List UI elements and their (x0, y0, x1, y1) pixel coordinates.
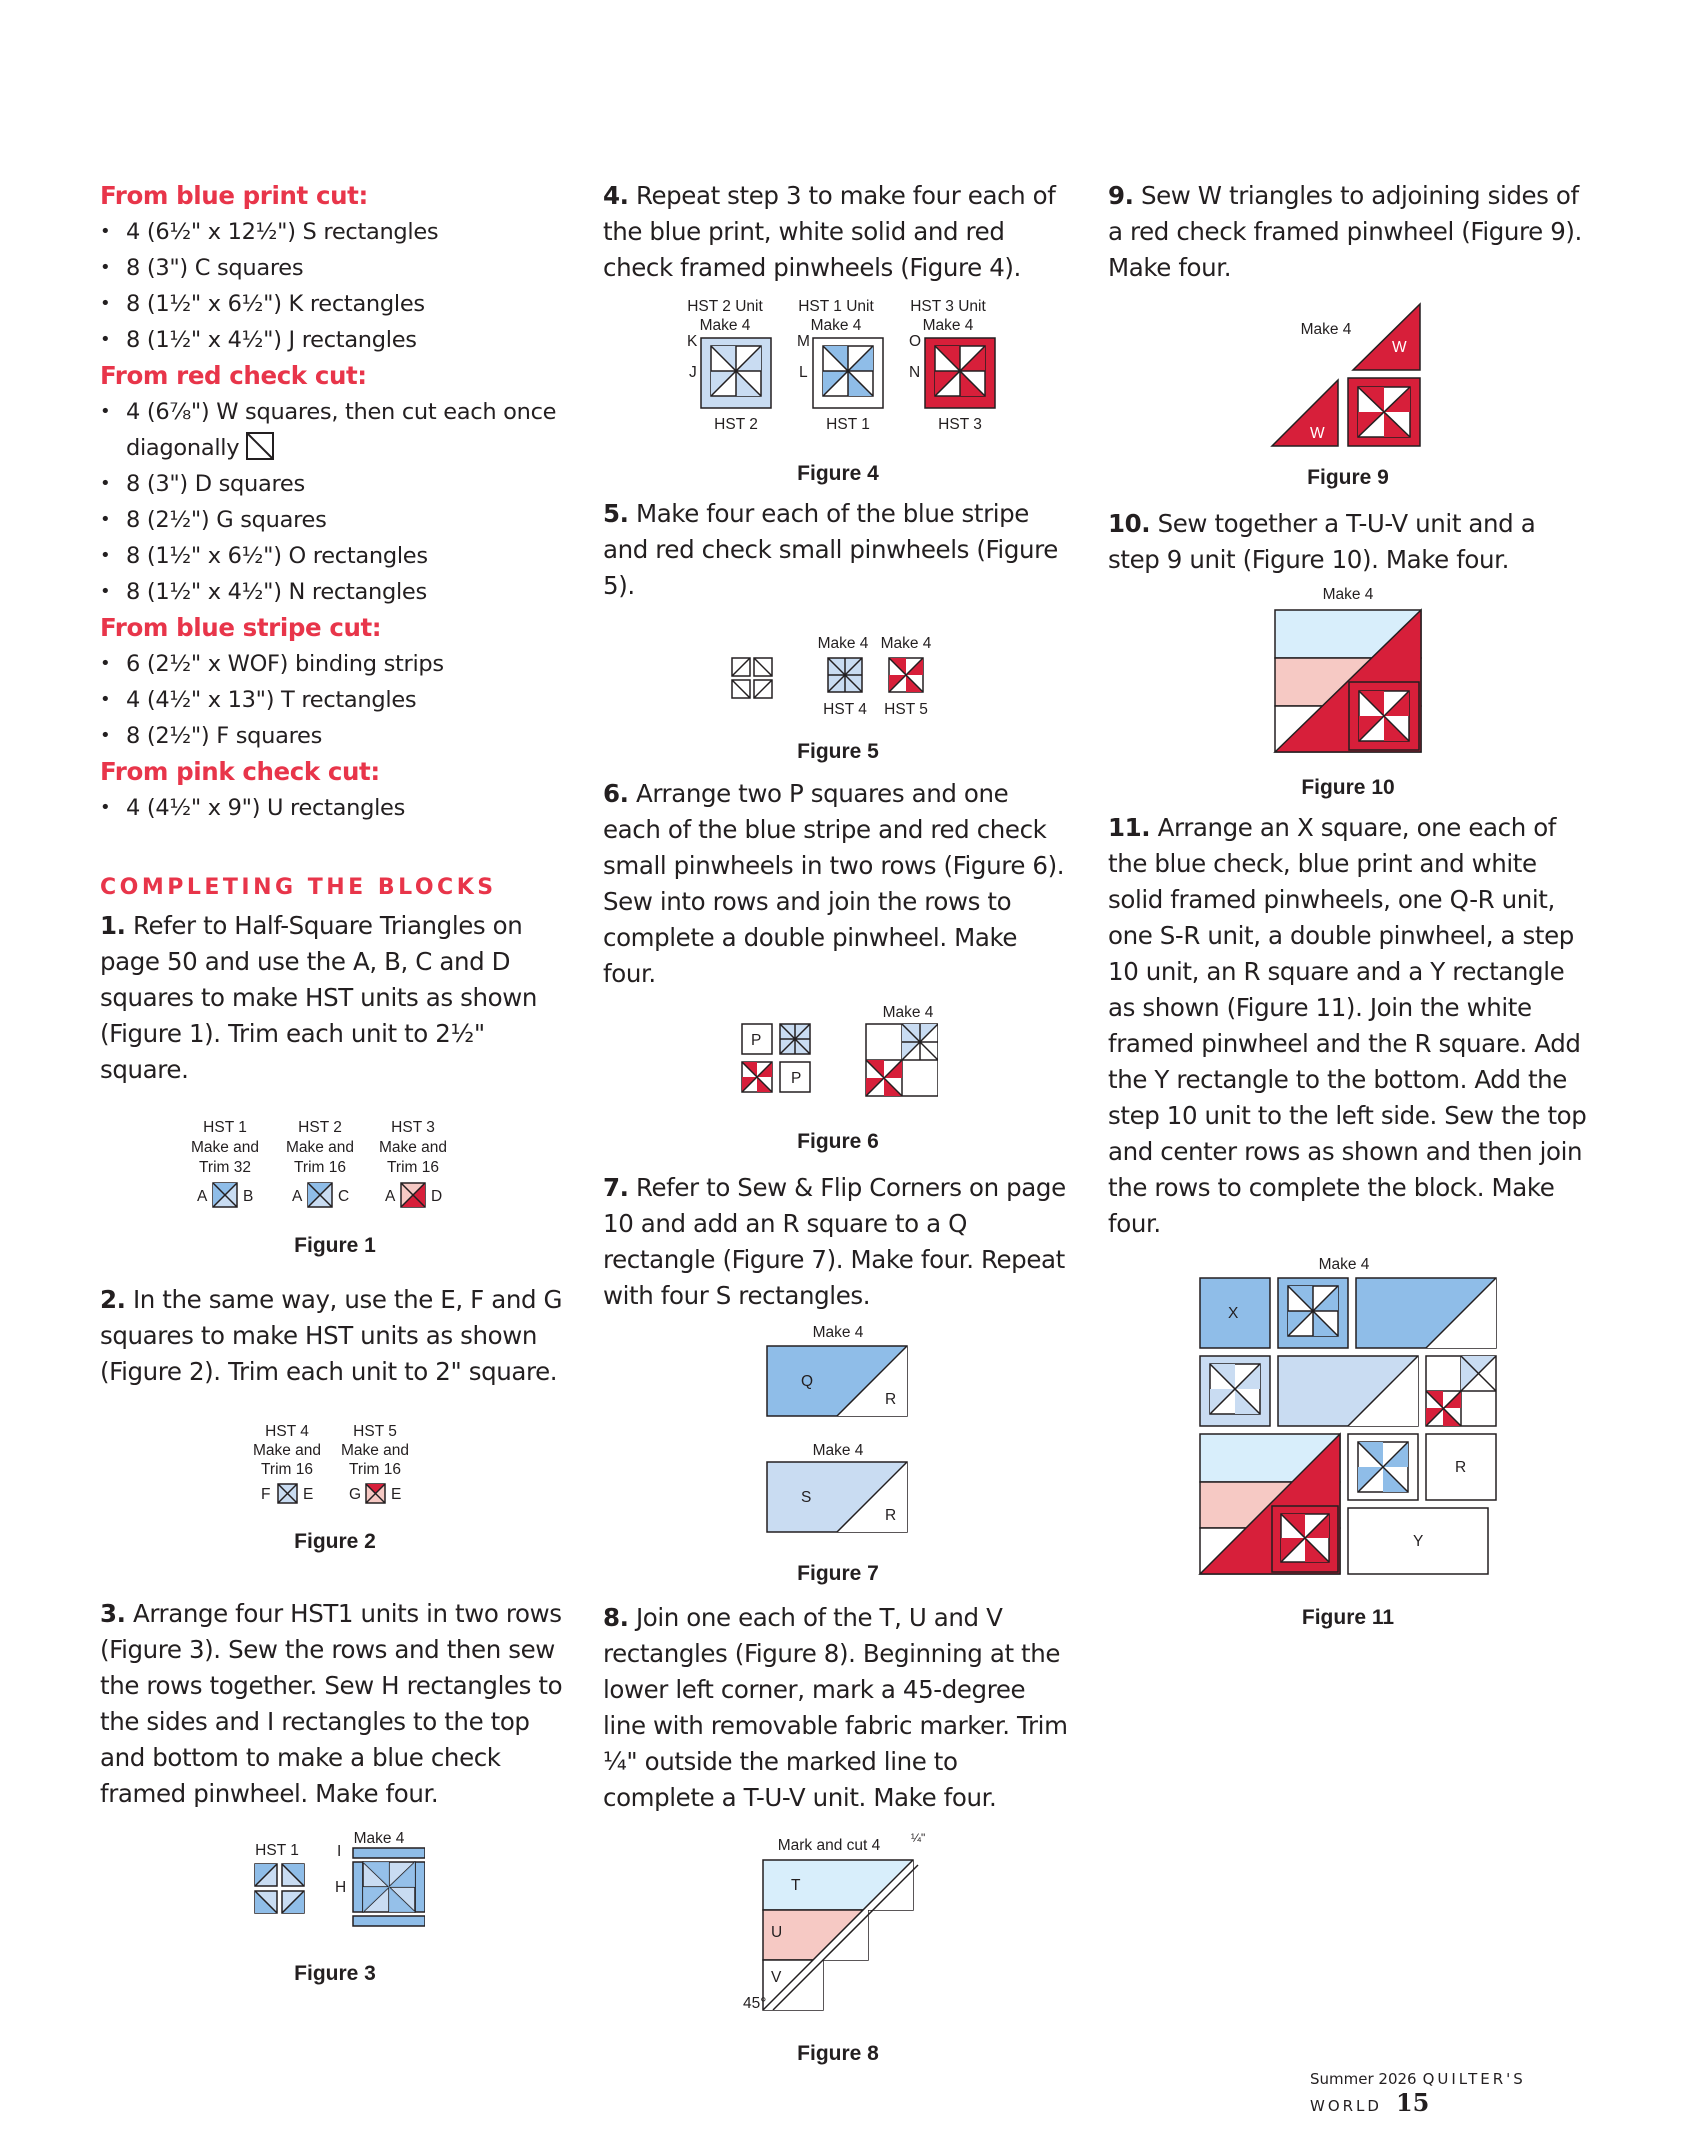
figure-6-caption: Figure 6 (797, 1130, 879, 1153)
label: HST 3 (391, 1119, 435, 1136)
figure-7-diagram (763, 1324, 913, 1534)
footer-magazine: QUILTER'S WORLD (1310, 2070, 1526, 2115)
figure-2 (245, 1420, 425, 1512)
label: I (337, 1843, 342, 1860)
label: Make 4 (699, 317, 751, 334)
label: Mark and cut 4 (777, 1837, 881, 1854)
label: C (338, 1188, 350, 1205)
figure-11-diagram (1198, 1254, 1498, 1584)
step-number: 10. (1108, 509, 1151, 538)
label: Make 4 (353, 1832, 405, 1847)
label: Make 4 (882, 1004, 934, 1021)
w-triangle (1353, 304, 1420, 370)
label: Make 4 (812, 1442, 864, 1459)
figure-4-caption: Figure 4 (797, 462, 879, 485)
label: F (261, 1486, 271, 1503)
label: U (771, 1924, 783, 1941)
label: O (909, 333, 922, 350)
step-3 (100, 1596, 570, 1812)
figure-8 (743, 1822, 933, 2012)
section-title: COMPLETING THE BLOCKS (100, 875, 497, 900)
hst-unit (213, 1183, 237, 1207)
label: W (1310, 425, 1325, 442)
framed-pinwheel (1200, 1356, 1270, 1426)
label: Make 4 (880, 635, 932, 652)
label: H (335, 1879, 347, 1896)
figure-4-diagram (673, 296, 1003, 436)
figure-2-diagram (245, 1420, 425, 1512)
small-pinwheel (889, 658, 923, 692)
step-number: 4. (603, 181, 629, 210)
list-item: • 8 (1½" x 4½") N rectangles (100, 574, 570, 610)
label: R (885, 1391, 897, 1408)
figure-10 (1273, 586, 1423, 756)
framed-pinwheel (1278, 1278, 1348, 1348)
step-text: Make four each of the blue stripe and red check small pinwheels (Figure 5). (603, 499, 1058, 600)
t-u-v-unit (763, 1860, 918, 2010)
page-number: 15 (1395, 2088, 1430, 2117)
label: Make 4 (1300, 321, 1352, 338)
label: R (1455, 1459, 1467, 1476)
step-number: 2. (100, 1285, 126, 1314)
hst-unit (278, 1484, 297, 1503)
double-pinwheel (1426, 1356, 1496, 1426)
label: T (791, 1877, 801, 1894)
hst-unit (255, 1891, 277, 1913)
label: Make 4 (810, 317, 862, 334)
figure-11-caption: Figure 11 (1301, 1606, 1395, 1629)
label: HST 4 (823, 701, 867, 718)
label: P (791, 1070, 802, 1087)
figure-4 (673, 296, 1003, 436)
label: Y (1413, 1533, 1424, 1550)
label: HST 2 Unit (687, 298, 763, 315)
figure-2-caption: Figure 2 (294, 1530, 376, 1553)
framed-pinwheel (353, 1848, 425, 1926)
label: A (292, 1188, 303, 1205)
figure-7-caption: Figure 7 (797, 1562, 879, 1585)
figure-9 (1268, 296, 1428, 456)
step-text: Sew together a T-U-V unit and a step 9 unit (Figure 10). Make four. (1108, 509, 1536, 574)
label: HST 1 (255, 1842, 299, 1859)
label: K (687, 333, 698, 350)
step-number: 11. (1108, 813, 1151, 842)
list-item-text: 4 (6⅞") W squares, then cut each once diagonally (126, 399, 557, 461)
label: L (799, 364, 808, 381)
step-1 (100, 908, 570, 1088)
figure-5-diagram (728, 634, 948, 718)
label: HST 1 (203, 1119, 247, 1136)
blue-print-list (100, 214, 570, 358)
label: W (1392, 339, 1407, 356)
hst-unit (366, 1484, 385, 1503)
blue-print-heading: From blue print cut: (100, 181, 368, 210)
step-text: Refer to Sew & Flip Corners on page 10 and add an R square to a Q rectangle (Figure 7). Make four. Repeat with four S rectangles. (603, 1173, 1066, 1310)
list-item: • 8 (2½") G squares (100, 502, 570, 538)
label: V (771, 1969, 782, 1986)
step-number: 5. (603, 499, 629, 528)
label: A (197, 1188, 208, 1205)
label: Make and (340, 1442, 410, 1459)
list-item: • 4 (4½" x 13") T rectangles (100, 682, 570, 718)
label: Trim 32 (199, 1159, 251, 1176)
framed-pinwheel (701, 338, 771, 408)
step-10-unit (1275, 610, 1421, 752)
blue-stripe-list (100, 646, 570, 754)
step-text: Join one each of the T, U and V rectangles (Figure 8). Beginning at the lower left corner, mark a 45-degree line with removable fabric marker. Trim ¼" outside the marked line to complete a T-U-V unit. Make four. (603, 1603, 1068, 1812)
label: N (909, 364, 921, 381)
label: S (801, 1489, 812, 1506)
hst-unit (282, 1891, 304, 1913)
label: HST 3 (938, 416, 982, 433)
figure-8-diagram (743, 1822, 933, 2012)
small-pinwheel (742, 1062, 772, 1092)
label: P (751, 1032, 762, 1049)
label: Trim 16 (294, 1159, 346, 1176)
hst-unit (282, 1864, 304, 1886)
list-item: • 4 (6½" x 12½") S rectangles (100, 214, 570, 250)
label: ¼" (911, 1831, 926, 1845)
list-item: • 8 (1½" x 6½") O rectangles (100, 538, 570, 574)
label: A (385, 1188, 396, 1205)
step-6 (603, 776, 1073, 992)
label: X (1228, 1305, 1239, 1322)
step-8 (603, 1600, 1073, 1816)
framed-pinwheel (1348, 378, 1420, 446)
figure-3-diagram (245, 1832, 425, 1942)
label: M (797, 333, 810, 350)
label: Make 4 (1318, 1256, 1370, 1273)
hst-unit (308, 1183, 332, 1207)
label: D (431, 1188, 443, 1205)
footer-season: Summer 2026 (1310, 2070, 1417, 2088)
step-number: 6. (603, 779, 629, 808)
figure-9-caption: Figure 9 (1307, 466, 1389, 489)
label: Trim 16 (387, 1159, 439, 1176)
figure-7 (763, 1324, 913, 1534)
column-3 (1108, 178, 1588, 1630)
figure-3-caption: Figure 3 (294, 1962, 376, 1985)
label: HST 1 (826, 416, 870, 433)
s-r-unit (1278, 1356, 1418, 1426)
figure-1 (185, 1116, 485, 1216)
label: Trim 16 (349, 1461, 401, 1478)
label: Make 4 (817, 635, 869, 652)
label: Trim 16 (261, 1461, 313, 1478)
list-item (100, 394, 570, 466)
label: E (391, 1486, 402, 1503)
step-number: 1. (100, 911, 126, 940)
blue-stripe-heading: From blue stripe cut: (100, 613, 382, 642)
figure-1-diagram (185, 1116, 485, 1216)
w-triangle (1272, 380, 1338, 446)
step-text: Refer to Half-Square Triangles on page 50 and use the A, B, C and D squares to make HST units as shown (Figure 1). Trim each unit to 2½" square. (100, 911, 538, 1084)
label: Make 4 (812, 1324, 864, 1341)
list-item: • 8 (3") D squares (100, 466, 570, 502)
step-7 (603, 1170, 1073, 1314)
step-10-unit (1200, 1434, 1340, 1574)
list-item: • 8 (1½" x 4½") J rectangles (100, 322, 570, 358)
framed-pinwheel (1348, 1434, 1418, 1500)
step-number: 9. (1108, 181, 1134, 210)
label: HST 5 (353, 1423, 397, 1440)
list-item: • 8 (1½" x 6½") K rectangles (100, 286, 570, 322)
label: B (243, 1188, 254, 1205)
label: J (689, 364, 697, 381)
label: 45° (743, 1995, 767, 2012)
step-number: 3. (100, 1599, 126, 1628)
page-footer (1310, 2070, 1640, 2117)
step-text: Arrange four HST1 units in two rows (Figure 3). Sew the rows and then sew the rows together. Sew H rectangles to the sides and I rectangles to the top and bottom to make a blue check framed pinwheel. Make four. (100, 1599, 563, 1808)
label: Make and (252, 1442, 322, 1459)
step-5 (603, 496, 1073, 604)
figure-3 (245, 1832, 425, 1942)
hst-unit (255, 1864, 277, 1886)
label: Q (801, 1373, 814, 1390)
small-pinwheel (780, 1024, 810, 1054)
step-text: Repeat step 3 to make four each of the blue print, white solid and red check framed pinwheels (Figure 4). (603, 181, 1056, 282)
label: Make 4 (922, 317, 974, 334)
label: Make 4 (1322, 586, 1374, 603)
pink-check-heading: From pink check cut: (100, 757, 380, 786)
list-item: • 8 (2½") F squares (100, 718, 570, 754)
label: E (303, 1486, 314, 1503)
label: Make and (285, 1139, 355, 1156)
framed-pinwheel (813, 338, 883, 408)
framed-pinwheel (925, 338, 995, 408)
label: HST 1 Unit (798, 298, 874, 315)
label: HST 2 (714, 416, 758, 433)
label: HST 3 Unit (910, 298, 986, 315)
small-pinwheel (828, 658, 862, 692)
figure-6 (738, 1004, 938, 1108)
double-pinwheel (866, 1024, 938, 1096)
label: HST 5 (884, 701, 928, 718)
step-10 (1108, 506, 1588, 578)
figure-10-caption: Figure 10 (1301, 776, 1395, 799)
label: Make and (190, 1139, 260, 1156)
step-9 (1108, 178, 1588, 286)
hst-unit-group (732, 658, 772, 698)
step-2 (100, 1282, 570, 1390)
figure-1-caption: Figure 1 (294, 1234, 376, 1257)
figure-5-caption: Figure 5 (797, 740, 879, 763)
red-check-list (100, 394, 570, 610)
column-2 (603, 178, 1073, 2066)
label: G (349, 1486, 362, 1503)
figure-11 (1198, 1254, 1498, 1584)
figure-10-diagram (1273, 586, 1423, 756)
list-item: • 6 (2½" x WOF) binding strips (100, 646, 570, 682)
step-text: In the same way, use the E, F and G squares to make HST units as shown (Figure 2). Trim each unit to 2" square. (100, 1285, 563, 1386)
step-number: 7. (603, 1173, 629, 1202)
list-item: • 4 (4½" x 9") U rectangles (100, 790, 570, 826)
list-item: • 8 (3") C squares (100, 250, 570, 286)
step-text: Arrange two P squares and one each of the blue stripe and red check small pinwheels in two rows (Figure 6). Sew into rows and join the rows to complete a double pinwheel. Make four. (603, 779, 1065, 988)
step-number: 8. (603, 1603, 629, 1632)
label: R (885, 1507, 897, 1524)
hst-unit (401, 1183, 425, 1207)
step-text: Sew W triangles to adjoining sides of a red check framed pinwheel (Figure 9). Make four. (1108, 181, 1582, 282)
figure-9-diagram (1268, 296, 1428, 456)
step-11 (1108, 810, 1588, 1242)
figure-8-caption: Figure 8 (797, 2042, 879, 2065)
figure-5 (728, 634, 948, 718)
label: Make and (378, 1139, 448, 1156)
diagonal-cut-icon (246, 432, 274, 460)
label: HST 2 (298, 1119, 342, 1136)
figure-6-diagram (738, 1004, 938, 1108)
q-r-unit (1356, 1278, 1496, 1348)
label: HST 4 (265, 1423, 309, 1440)
step-text: Arrange an X square, one each of the blue check, blue print and white solid framed pinwheels, one Q-R unit, one S-R unit, a double pinwheel, a step 10 unit, an R square and a Y rectangle as shown (Figure 11). Join the white framed pinwheel and the R square. Add the Y rectangle to the bottom. Add the step 10 unit to the left side. Sew the top and center rows as shown and then join the rows to complete the block. Make four. (1108, 813, 1587, 1238)
red-check-heading: From red check cut: (100, 361, 367, 390)
pink-check-list (100, 790, 570, 826)
column-1 (100, 178, 570, 1986)
step-4 (603, 178, 1073, 286)
